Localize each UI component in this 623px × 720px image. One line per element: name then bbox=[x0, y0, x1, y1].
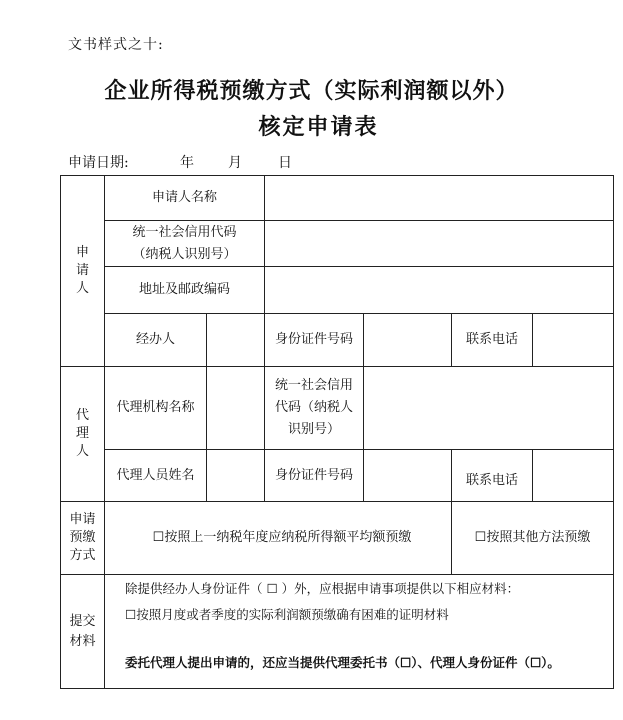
agent-credit-code-label bbox=[265, 367, 363, 449]
agency-name-field[interactable] bbox=[207, 367, 264, 449]
applicant-address-label: 地址及邮政编码 bbox=[138, 282, 230, 297]
method-label-line: 预缴 bbox=[69, 530, 96, 545]
method-label-line: 申请 bbox=[69, 512, 96, 527]
applicant-label-char: 申 bbox=[75, 245, 89, 260]
form-style-label: 文书样式之十: bbox=[68, 37, 164, 53]
page-subtitle: 核定申请表 bbox=[258, 114, 379, 140]
applicant-name-field[interactable] bbox=[265, 176, 613, 220]
date-year: 年 bbox=[180, 155, 194, 171]
agent-person-name-field[interactable] bbox=[207, 450, 264, 501]
method-option-average-checkbox[interactable]: ☐按照上一纳税年度应纳税所得额平均额预缴 bbox=[152, 530, 412, 545]
agent-id-number-label: 身份证件号码 bbox=[274, 467, 353, 483]
agent-label-char: 人 bbox=[75, 444, 89, 459]
table-line bbox=[60, 688, 614, 689]
credit-code-line: 统一社会信用代码 bbox=[132, 224, 237, 240]
agency-name-label: 代理机构名称 bbox=[116, 400, 195, 415]
applicant-credit-code-label bbox=[105, 221, 264, 266]
prepayment-method-label bbox=[61, 502, 104, 574]
applicant-section-label bbox=[61, 176, 104, 366]
table-line bbox=[60, 574, 614, 575]
applicant-phone-field[interactable] bbox=[533, 314, 613, 366]
agent-phone-label: 联系电话 bbox=[465, 472, 518, 488]
applicant-label-char: 请 bbox=[75, 263, 89, 278]
materials-id-line[interactable]: 除提供经办人身份证件（ ☐ ）外，应根据申请事项提供以下相应材料： bbox=[125, 581, 520, 596]
applicant-name-label: 申请人名称 bbox=[151, 190, 217, 205]
applicant-phone-label: 联系电话 bbox=[465, 332, 518, 347]
applicant-id-number-field[interactable] bbox=[364, 314, 451, 366]
handler-field[interactable] bbox=[207, 314, 264, 366]
date-label: 申请日期: bbox=[68, 155, 129, 171]
agent-label-char: 理 bbox=[75, 426, 89, 441]
method-label-line: 方式 bbox=[69, 548, 96, 563]
agent-label-char: 代 bbox=[75, 408, 89, 423]
agent-person-name-label: 代理人员姓名 bbox=[116, 467, 195, 483]
table-line bbox=[613, 175, 614, 689]
method-option-other-checkbox[interactable]: ☐按照其他方法预缴 bbox=[474, 530, 591, 545]
agent-id-number-field[interactable] bbox=[364, 450, 451, 501]
date-month: 月 bbox=[228, 155, 242, 171]
materials-agent-documents-line[interactable]: 委托代理人提出申请的，还应当提供代理委托书（☐）、代理人身份证件（☐）。 bbox=[125, 655, 560, 670]
agent-phone-field[interactable] bbox=[533, 450, 613, 501]
materials-label-line: 材料 bbox=[69, 633, 96, 649]
credit-code-line: 统一社会信用 bbox=[274, 378, 353, 393]
page-title: 企业所得税预缴方式（实际利润额以外） bbox=[104, 78, 519, 104]
applicant-id-number-label: 身份证件号码 bbox=[274, 332, 353, 347]
applicant-label-char: 人 bbox=[75, 281, 89, 296]
credit-code-line: 代码（纳税人 bbox=[274, 400, 353, 415]
agent-credit-code-field[interactable] bbox=[364, 367, 613, 449]
materials-label-line: 提交 bbox=[69, 613, 96, 629]
handler-label: 经办人 bbox=[135, 332, 175, 347]
credit-code-line: 识别号） bbox=[287, 422, 340, 437]
materials-difficulty-proof-checkbox[interactable]: ☐按照月度或者季度的实际利润额预缴确有困难的证明材料 bbox=[125, 607, 449, 622]
applicant-credit-code-field[interactable] bbox=[265, 221, 613, 266]
agent-section-label bbox=[61, 367, 104, 501]
applicant-address-field[interactable] bbox=[265, 267, 613, 313]
credit-code-line: （纳税人识别号） bbox=[132, 246, 237, 262]
submitted-materials-label bbox=[61, 575, 104, 688]
date-day: 日 bbox=[278, 155, 292, 171]
